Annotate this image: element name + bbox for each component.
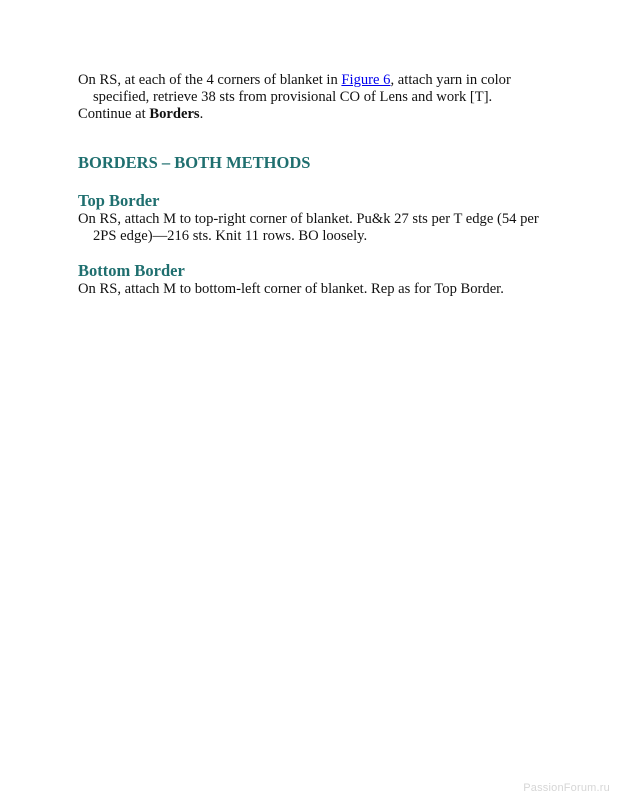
bottom-border-text: On RS, attach M to bottom-left corner of blanket. Rep as for Top Border. (78, 281, 504, 297)
borders-bold-ref: Borders (149, 106, 200, 122)
continue-prefix: Continue at (78, 106, 150, 122)
top-border-heading: Top Border (78, 191, 160, 210)
figure-6-link[interactable]: Figure 6 (341, 72, 391, 88)
intro-paragraph (78, 72, 548, 106)
watermark: PassionForum.ru (523, 782, 610, 794)
continue-suffix: . (199, 106, 204, 122)
continue-line (78, 106, 548, 123)
section-heading: BORDERS – BOTH METHODS (78, 153, 311, 172)
intro-text-part2: , attach yarn in color specified, retrieve 38 sts from provisional CO of Lens and work [T]. (93, 72, 511, 105)
document-body (78, 72, 548, 298)
intro-text-part1: On RS, at each of the 4 corners of blanket in (78, 72, 342, 88)
bottom-border-heading: Bottom Border (78, 261, 185, 280)
top-border-text: On RS, attach M to top-right corner of blanket. Pu&k 27 sts per T edge (54 per 2PS edge)—216 sts. Knit 11 rows. BO loosely. (78, 211, 539, 244)
